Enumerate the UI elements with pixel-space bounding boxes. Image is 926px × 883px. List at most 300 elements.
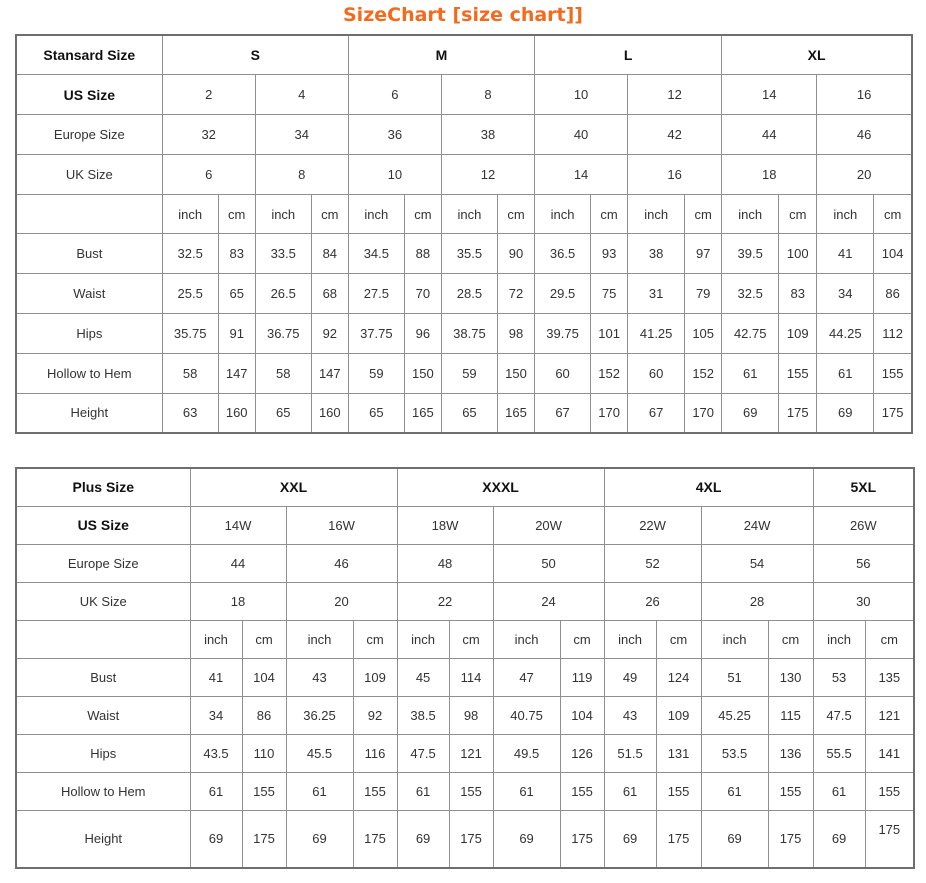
measurement-value: 36.75 [266,325,300,341]
measurement-value: 135 [878,669,901,685]
measurement-value: 112 [882,325,904,341]
measurement-cell [353,658,397,696]
unit-cm: cm [560,620,604,658]
measurement-cell [493,696,560,734]
measurement-cell [242,658,286,696]
uk-size-label: UK Size [16,582,190,620]
measurement-value: 92 [322,325,338,341]
measurement-value: 34.5 [363,246,389,262]
measurement-cell [535,393,591,433]
measurement-cell [441,314,497,354]
measurement-value: 93 [601,246,617,262]
measurement-label: Bust [16,234,162,274]
us-size-cell: 8 [441,75,534,115]
measurement-cell [311,393,348,433]
measurement-cell [874,393,912,433]
us-size-row [16,75,912,115]
measurement-value: 53.5 [721,745,748,761]
measurement-cell [628,393,685,433]
measurement-cell [162,393,218,433]
us-size-label: US Size [16,506,190,544]
measurement-value: 41.25 [639,325,673,341]
measurement-value: 26.5 [270,286,296,302]
measurement-cell [874,314,912,354]
measurement-cell [813,772,865,810]
measurement-value: 84 [322,246,338,262]
measurement-value: 131 [667,745,690,761]
table-row [16,314,912,354]
measurement-cell [817,353,874,393]
measurement-cell [591,314,628,354]
measurement-cell [348,393,404,433]
measurement-cell [560,810,604,868]
measurement-value: 104 [881,246,904,262]
measurement-value: 175 [786,405,809,421]
measurement-value: 41 [208,669,224,685]
measurement-label: Hollow to Hem [16,772,190,810]
measurement-value: 109 [786,325,809,341]
size-group-l: L [535,35,722,75]
measurement-cell [190,658,242,696]
measurement-value: 45.5 [306,745,333,761]
measurement-cell [628,274,685,314]
measurement-value: 28.5 [456,286,483,302]
europe-size-cell: 44 [190,544,286,582]
europe-size-cell: 56 [813,544,914,582]
unit-inch: inch [813,620,865,658]
measurement-cell [311,314,348,354]
measurement-value: 136 [779,745,802,761]
measurement-value: 175 [878,822,901,838]
measurement-cell [497,274,534,314]
uk-size-cell: 22 [397,582,493,620]
measurement-cell [722,353,779,393]
measurement-cell [604,734,656,772]
europe-size-cell: 46 [817,115,912,155]
measurement-value: 59 [369,365,384,381]
us-size-cell: 6 [348,75,441,115]
measurement-value: 105 [692,325,715,341]
us-size-cell: 4 [255,75,348,115]
table-row [16,810,914,868]
measurement-value: 60 [648,365,664,381]
uk-size-cell: 14 [535,154,628,194]
measurement-value: 38 [648,246,664,262]
measurement-value: 115 [780,707,801,723]
uk-size-cell: 30 [813,582,914,620]
measurement-cell [286,810,353,868]
measurement-value: 69 [415,831,431,847]
measurement-value: 69 [208,831,224,847]
size-group-m: M [348,35,534,75]
measurement-cell [242,734,286,772]
measurement-value: 69 [831,831,847,847]
europe-size-cell: 54 [701,544,813,582]
measurement-value: 67 [555,405,570,421]
measurement-cell [817,234,874,274]
measurement-cell [722,393,779,433]
measurement-cell [768,810,813,868]
table-row [16,734,914,772]
measurement-cell [685,274,722,314]
measurement-value: 51 [727,669,742,685]
measurement-cell [591,274,628,314]
measurement-cell [685,353,722,393]
unit-cm: cm [865,620,914,658]
measurement-cell [242,696,286,734]
measurement-cell [441,234,497,274]
unit-cm: cm [311,194,348,234]
measurement-value: 45 [415,669,431,685]
measurement-cell [255,274,311,314]
plus-size-table [15,467,915,869]
measurement-cell [493,810,560,868]
measurement-value: 65 [369,405,384,421]
europe-size-row [16,544,914,582]
measurement-cell [397,696,449,734]
measurement-cell [449,696,493,734]
measurement-value: 63 [182,405,198,421]
measurement-cell [685,393,722,433]
europe-size-cell: 48 [397,544,493,582]
measurement-value: 55.5 [826,745,852,761]
measurement-cell [311,274,348,314]
us-size-cell: 10 [535,75,628,115]
standard-size-table [15,34,913,434]
measurement-cell [353,734,397,772]
measurement-cell [242,772,286,810]
measurement-cell [190,772,242,810]
standard-size-label: Stansard Size [16,35,162,75]
measurement-label: Height [16,393,162,433]
measurement-value: 75 [601,286,617,302]
measurement-cell [497,314,534,354]
measurement-value: 97 [695,246,711,262]
measurement-value: 175 [253,831,275,847]
uk-size-row [16,582,914,620]
measurement-value: 152 [598,365,620,381]
measurement-cell [604,696,656,734]
measurement-value: 43 [622,707,638,723]
europe-size-cell: 44 [722,115,817,155]
measurement-cell [628,314,685,354]
measurement-cell [162,234,218,274]
measurement-value: 165 [505,405,527,421]
plus-measurements [16,658,914,868]
measurement-cell [779,274,817,314]
measurement-cell [348,314,404,354]
measurement-cell [874,234,912,274]
unit-row [16,620,914,658]
measurement-cell [449,734,493,772]
table-row [16,393,912,433]
measurement-value: 40.75 [510,707,543,723]
europe-size-row [16,115,912,155]
measurement-value: 121 [878,707,901,723]
unit-cm: cm [591,194,628,234]
measurement-cell [813,658,865,696]
measurement-value: 61 [838,365,853,381]
unit-inch: inch [701,620,768,658]
measurement-value: 124 [667,669,690,685]
measurement-value: 175 [364,831,386,847]
unit-cm: cm [449,620,493,658]
measurement-value: 33.5 [270,246,296,262]
measurement-value: 160 [318,405,341,421]
measurement-cell [497,393,534,433]
measurement-cell [768,658,813,696]
measurement-value: 155 [881,365,904,381]
measurement-value: 69 [838,405,853,421]
uk-size-cell: 16 [628,154,722,194]
measurement-cell [255,234,311,274]
unit-cm: cm [353,620,397,658]
measurement-value: 152 [692,365,715,381]
measurement-cell [701,772,768,810]
measurement-cell [449,810,493,868]
measurement-value: 58 [276,365,291,381]
measurement-cell [311,234,348,274]
measurement-cell [604,810,656,868]
measurement-value: 98 [508,325,524,341]
measurement-label: Waist [16,696,190,734]
unit-inch: inch [190,620,242,658]
measurement-cell [817,274,874,314]
table-row [16,274,912,314]
table-row [16,772,914,810]
europe-size-cell: 38 [441,115,534,155]
measurement-cell [722,314,779,354]
measurement-value: 61 [831,783,847,799]
measurement-value: 175 [667,831,690,847]
measurement-value: 58 [182,365,198,381]
unit-inch: inch [348,194,404,234]
measurement-cell [348,274,404,314]
unit-inch: inch [397,620,449,658]
us-size-label: US Size [16,75,162,115]
measurement-value: 119 [571,669,593,685]
measurement-value: 141 [878,745,901,761]
measurement-cell [779,393,817,433]
measurement-value: 35.5 [456,246,483,262]
europe-size-cell: 34 [255,115,348,155]
measurement-value: 104 [571,707,593,723]
measurement-value: 160 [225,405,248,421]
measurement-cell [190,734,242,772]
unit-cm: cm [874,194,912,234]
measurement-cell [865,696,914,734]
measurement-cell [286,772,353,810]
size-group-xl: XL [722,35,912,75]
measurement-cell [685,314,722,354]
measurement-value: 155 [364,783,386,799]
europe-size-cell: 32 [162,115,255,155]
measurement-value: 34 [838,286,853,302]
unit-inch: inch [493,620,560,658]
us-size-cell: 24W [701,506,813,544]
measurement-cell [353,810,397,868]
measurement-cell [656,772,701,810]
measurement-cell [441,353,497,393]
measurement-value: 175 [460,831,482,847]
unit-cm: cm [656,620,701,658]
measurement-value: 38.5 [410,707,436,723]
measurement-cell [441,393,497,433]
measurement-cell [286,696,353,734]
europe-size-cell: 42 [628,115,722,155]
measurement-cell [604,658,656,696]
measurement-cell [535,274,591,314]
measurement-cell [190,810,242,868]
measurement-value: 150 [505,365,527,381]
measurement-cell [348,234,404,274]
measurement-value: 61 [727,783,742,799]
unit-cm: cm [242,620,286,658]
measurement-value: 32.5 [177,246,203,262]
unit-cm: cm [779,194,817,234]
measurement-cell [591,353,628,393]
measurement-value: 175 [779,831,802,847]
measurement-value: 147 [225,365,248,381]
measurement-cell [560,734,604,772]
uk-size-cell: 10 [348,154,441,194]
measurement-value: 65 [276,405,291,421]
measurement-cell [874,353,912,393]
europe-size-cell: 36 [348,115,441,155]
measurement-value: 41 [838,246,853,262]
measurement-value: 65 [229,286,244,302]
measurement-value: 109 [364,669,386,685]
measurement-value: 53 [831,669,847,685]
size-group-row [16,35,912,75]
measurement-cell [497,353,534,393]
measurement-cell [628,234,685,274]
measurement-cell [218,314,255,354]
measurement-value: 36.5 [549,246,576,262]
unit-cm: cm [685,194,722,234]
uk-size-label: UK Size [16,154,162,194]
measurement-value: 59 [462,365,477,381]
uk-size-cell: 24 [493,582,604,620]
measurement-cell [768,772,813,810]
measurement-cell [404,393,441,433]
measurement-cell [493,658,560,696]
measurement-cell [779,314,817,354]
measurement-value: 69 [312,831,327,847]
measurement-cell [874,274,912,314]
unit-inch: inch [441,194,497,234]
uk-size-cell: 18 [190,582,286,620]
europe-size-cell: 46 [286,544,397,582]
measurement-value: 79 [695,286,711,302]
measurement-cell [397,810,449,868]
us-size-cell: 16W [286,506,397,544]
measurement-value: 83 [229,246,244,262]
uk-size-row [16,154,912,194]
unit-row-blank [16,194,162,234]
measurement-cell [242,810,286,868]
measurement-value: 88 [415,246,431,262]
measurement-value: 155 [253,783,275,799]
measurement-value: 29.5 [549,286,576,302]
measurement-cell [348,353,404,393]
measurement-value: 43.5 [203,745,229,761]
unit-row [16,194,912,234]
measurement-value: 121 [460,745,482,761]
measurement-cell [685,234,722,274]
measurement-cell [656,810,701,868]
measurement-value: 61 [519,783,534,799]
measurement-value: 38.75 [453,325,486,341]
europe-size-cell: 50 [493,544,604,582]
measurement-value: 61 [415,783,431,799]
unit-inch: inch [286,620,353,658]
unit-inch: inch [628,194,685,234]
us-size-cell: 26W [813,506,914,544]
measurement-cell [813,734,865,772]
measurement-cell [162,274,218,314]
standard-measurements [16,234,912,433]
measurement-cell [397,772,449,810]
unit-cm: cm [404,194,441,234]
unit-inch: inch [722,194,779,234]
measurement-cell [722,274,779,314]
uk-size-cell: 18 [722,154,817,194]
size-group-xxxl: XXXL [397,468,604,506]
measurement-value: 49 [622,669,638,685]
measurement-cell [813,810,865,868]
measurement-cell [311,353,348,393]
measurement-value: 47.5 [826,707,852,723]
measurement-value: 101 [598,325,620,341]
measurement-cell [865,658,914,696]
measurement-value: 61 [622,783,638,799]
measurement-value: 116 [364,745,386,761]
measurement-cell [656,734,701,772]
europe-size-cell: 40 [535,115,628,155]
unit-inch: inch [162,194,218,234]
uk-size-cell: 6 [162,154,255,194]
measurement-value: 34 [208,707,224,723]
us-size-cell: 16 [817,75,912,115]
measurement-value: 110 [253,745,275,761]
measurement-cell [397,658,449,696]
measurement-value: 165 [412,405,434,421]
measurement-value: 32.5 [737,286,763,302]
measurement-cell [656,658,701,696]
measurement-cell [535,353,591,393]
measurement-value: 39.5 [737,246,763,262]
measurement-value: 83 [790,286,805,302]
measurement-value: 61 [742,365,758,381]
measurement-value: 67 [648,405,664,421]
us-size-cell: 14 [722,75,817,115]
us-size-cell: 18W [397,506,493,544]
measurement-cell [656,696,701,734]
measurement-value: 155 [786,365,809,381]
measurement-value: 86 [256,707,272,723]
measurement-value: 100 [786,246,809,262]
measurement-cell [591,393,628,433]
measurement-cell [560,658,604,696]
uk-size-cell: 20 [286,582,397,620]
measurement-value: 69 [742,405,758,421]
measurement-value: 72 [508,286,524,302]
measurement-value: 109 [667,707,690,723]
measurement-value: 155 [779,783,802,799]
measurement-cell [218,353,255,393]
measurement-value: 61 [312,783,327,799]
